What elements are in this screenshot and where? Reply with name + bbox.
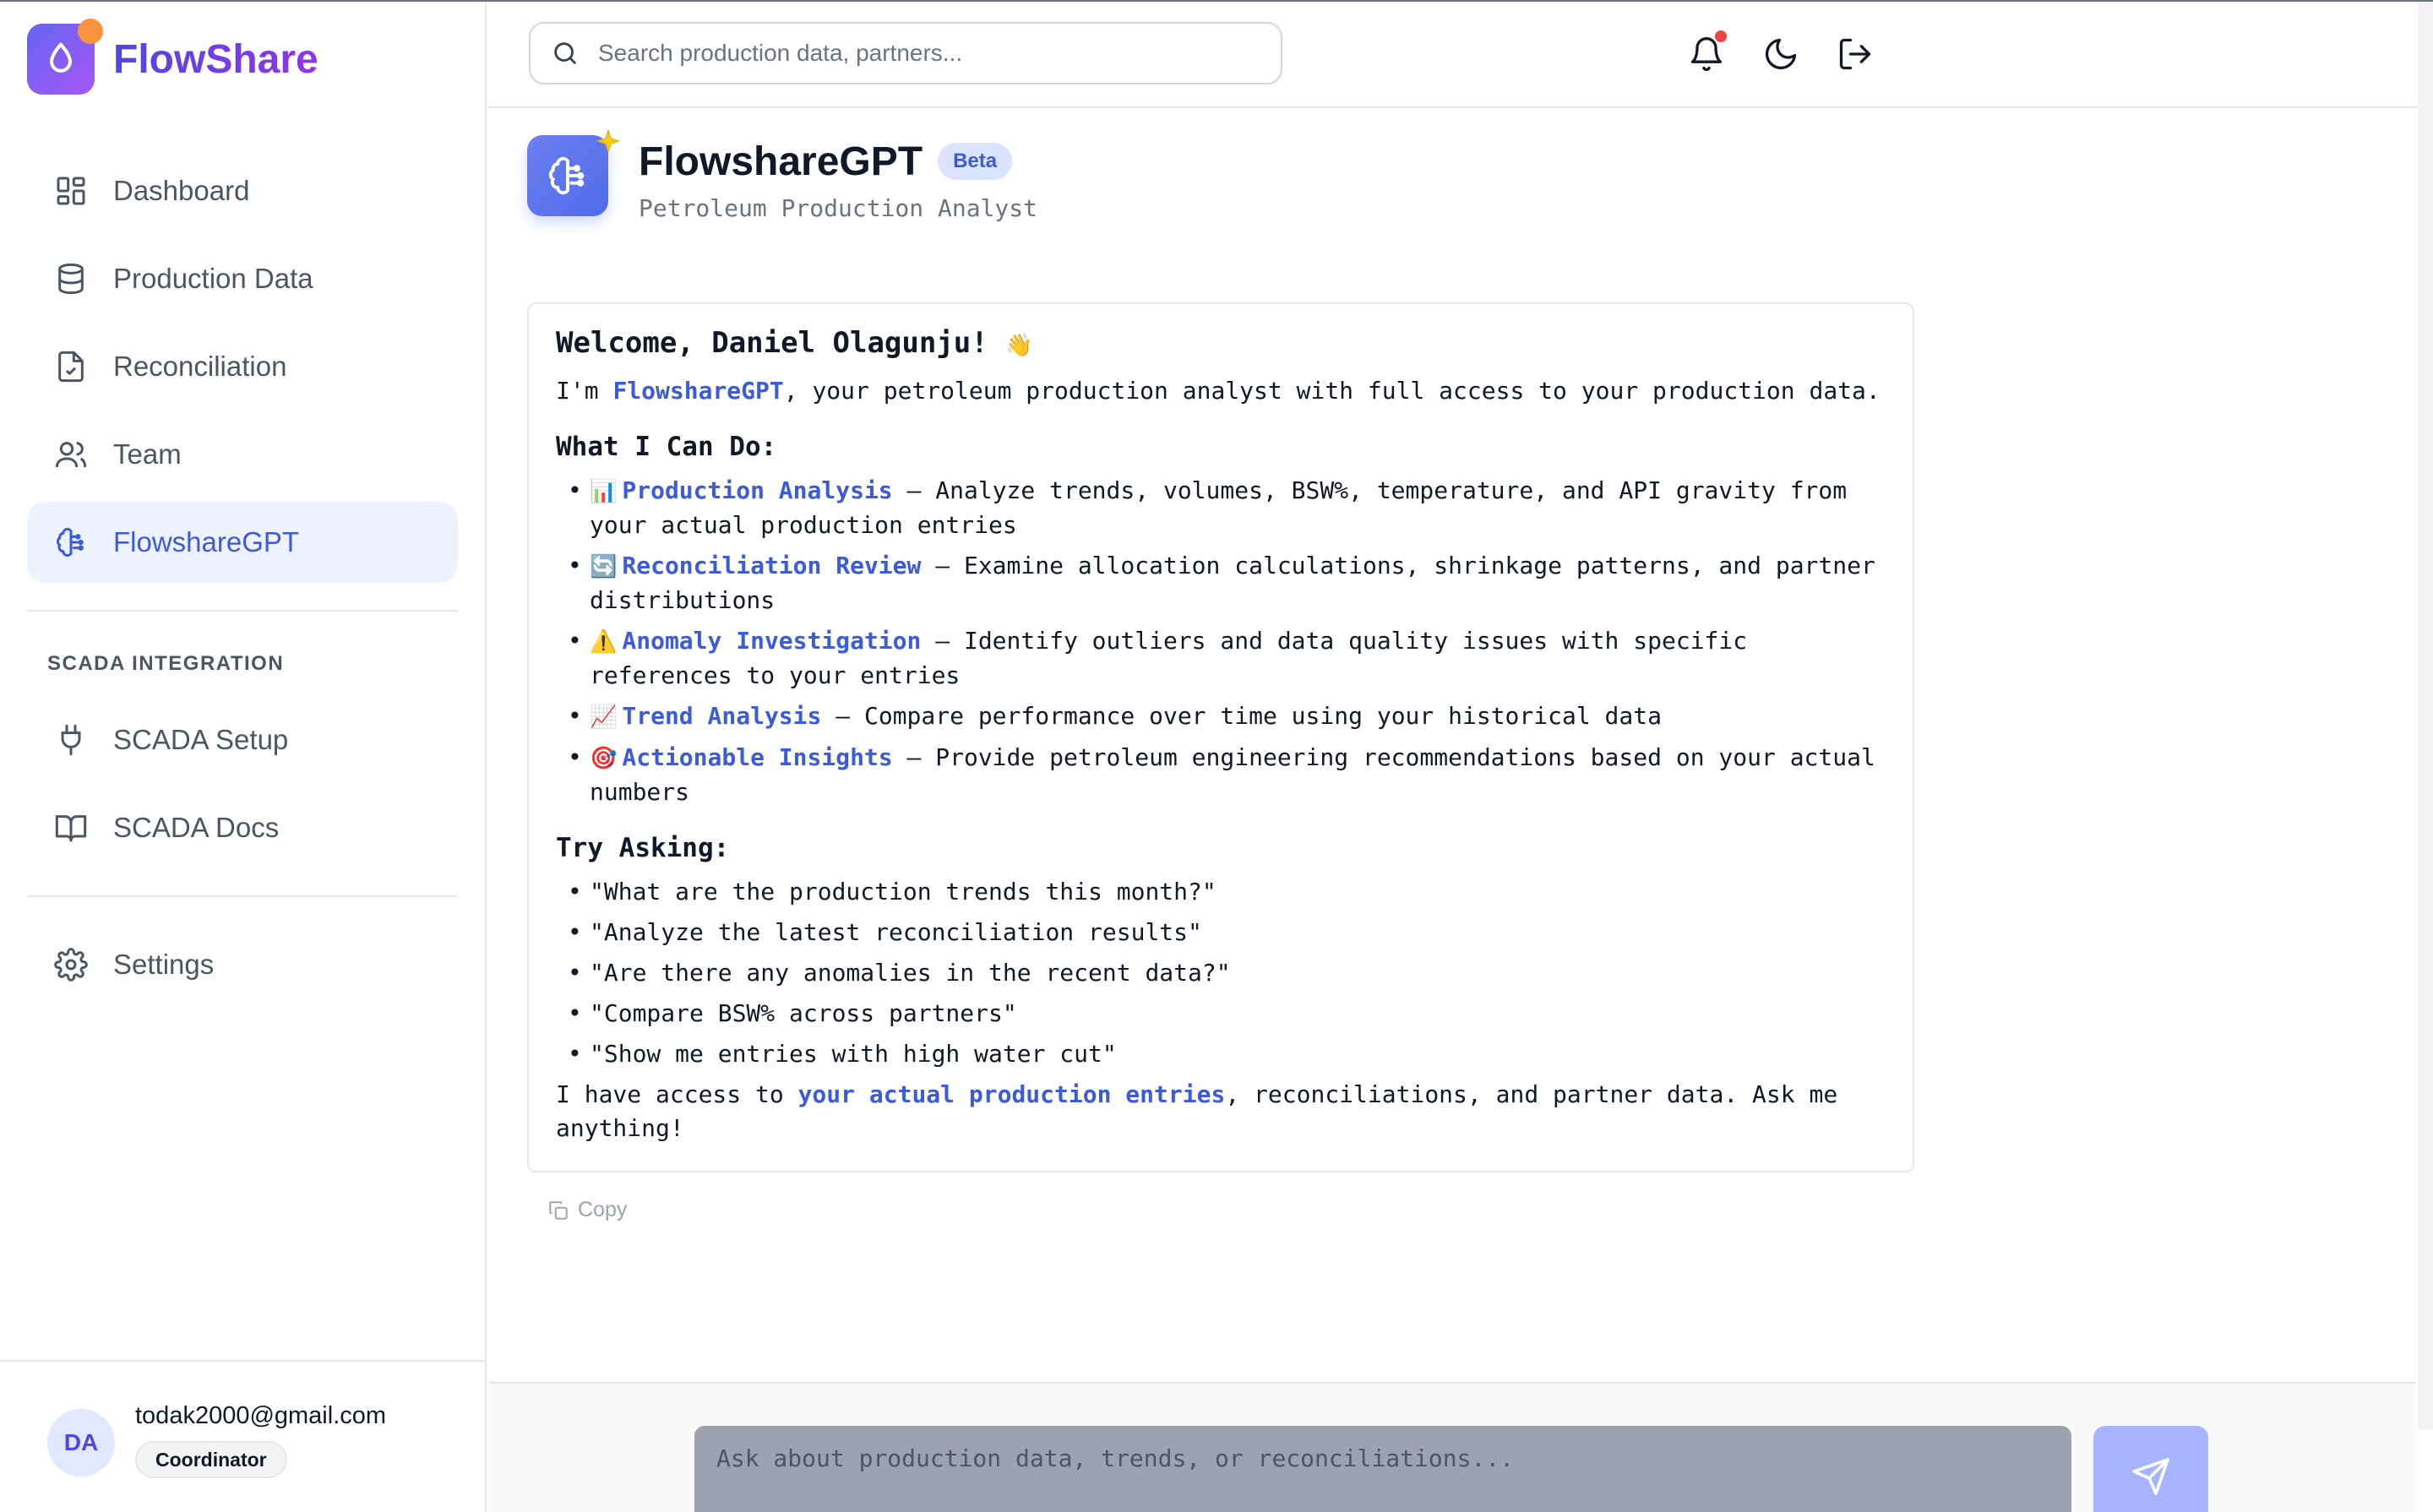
- sidebar-divider: [27, 610, 458, 612]
- list-item: • 🎯 Actionable Insights – Provide petroleum engineering recommendations based on your actual numbers: [556, 741, 1886, 809]
- section-label-scada: SCADA INTEGRATION: [47, 652, 285, 675]
- intro-link: FlowshareGPT: [612, 377, 784, 405]
- assistant-title: FlowshareGPT: [639, 139, 923, 184]
- intro-text: I'm FlowshareGPT, your petroleum production analyst with full access to your production data.: [556, 377, 1881, 405]
- list-item: • "Compare BSW% across partners": [556, 997, 1886, 1031]
- suggestions-heading: Try Asking:: [556, 833, 730, 863]
- trend-emoji-icon: 📈: [590, 704, 618, 730]
- notification-badge: [1715, 30, 1727, 42]
- outro-text: I have access to your actual production entries, reconciliations, and partner data. Ask me anything!: [556, 1080, 1838, 1142]
- send-button[interactable]: [2093, 1426, 2208, 1512]
- send-icon: [2131, 1456, 2171, 1497]
- search-icon: [551, 39, 580, 68]
- book-icon: [54, 811, 88, 845]
- chat-input[interactable]: [694, 1426, 2071, 1512]
- sidebar-item-team[interactable]: [27, 414, 458, 495]
- scada-nav: [27, 699, 458, 875]
- sidebar-item-settings[interactable]: [27, 924, 458, 1005]
- sidebar-item-label: SCADA Setup: [113, 724, 289, 755]
- list-item: • "Analyze the latest reconciliation results": [556, 916, 1886, 949]
- avatar: DA: [47, 1409, 115, 1477]
- sidebar-item-dashboard[interactable]: [27, 150, 458, 231]
- sidebar-item-label: Dashboard: [113, 175, 250, 206]
- copy-label: Copy: [578, 1198, 628, 1221]
- sidebar-item-scada-setup[interactable]: [27, 699, 458, 780]
- search-bar[interactable]: [529, 22, 1282, 84]
- sidebar-item-flowsharegpt[interactable]: [27, 502, 458, 583]
- list-item: • 🔄 Reconciliation Review – Examine allocation calculations, shrinkage patterns, and partner distributions: [556, 549, 1886, 617]
- assistant-subtitle: Petroleum Production Analyst: [639, 194, 1038, 222]
- copy-button[interactable]: [547, 1198, 627, 1222]
- beta-badge: Beta: [938, 143, 1012, 180]
- moon-icon[interactable]: [1762, 35, 1799, 73]
- users-icon: [54, 438, 88, 471]
- sidebar-item-scada-docs[interactable]: [27, 787, 458, 868]
- sidebar-divider: [27, 895, 458, 897]
- list-item: • "Are there any anomalies in the recent data?": [556, 956, 1886, 990]
- sidebar-item-label: Production Data: [113, 263, 313, 294]
- outro-link: your actual production entries: [797, 1080, 1226, 1108]
- settings-nav: [27, 924, 458, 1012]
- sidebar-item-label: Team: [113, 438, 182, 470]
- user-email: todak2000@gmail.com: [135, 1402, 387, 1429]
- search-input[interactable]: [598, 40, 1257, 67]
- copy-icon: [547, 1199, 569, 1221]
- suggestions-list: [556, 875, 1886, 1071]
- file-check-icon: [54, 350, 88, 383]
- droplet-logo-icon: [27, 24, 95, 95]
- database-icon: [54, 262, 88, 296]
- wave-emoji-icon: 👋: [1005, 333, 1033, 358]
- assistant-header: [527, 135, 1037, 222]
- sidebar-item-label: FlowshareGPT: [113, 526, 300, 557]
- list-item: • ⚠️ Anomaly Investigation – Identify outliers and data quality issues with specific references to your entries: [556, 624, 1886, 693]
- sidebar-item-production-data[interactable]: [27, 238, 458, 319]
- target-emoji-icon: 🎯: [590, 746, 618, 771]
- logout-icon[interactable]: [1837, 35, 1874, 73]
- sidebar-item-label: Reconciliation: [113, 351, 287, 382]
- chart-emoji-icon: 📊: [590, 479, 618, 504]
- sidebar-item-label: SCADA Docs: [113, 812, 280, 843]
- list-item: • "Show me entries with high water cut": [556, 1037, 1886, 1071]
- brand[interactable]: [27, 24, 318, 95]
- list-item: • "What are the production trends this month?": [556, 875, 1886, 909]
- list-item: • 📈 Trend Analysis – Compare performance over time using your historical data: [556, 699, 1886, 734]
- assistant-message: [527, 302, 1914, 1172]
- refresh-emoji-icon: 🔄: [590, 554, 618, 579]
- welcome-heading: Welcome, Daniel Olagunju! 👋: [556, 326, 1033, 360]
- plug-icon: [54, 723, 88, 757]
- capabilities-list: [556, 474, 1886, 809]
- gear-icon: [54, 948, 88, 982]
- sidebar-item-reconciliation[interactable]: [27, 326, 458, 407]
- user-profile[interactable]: [0, 1360, 485, 1512]
- sidebar-item-label: Settings: [113, 949, 215, 980]
- brand-name: FlowShare: [113, 36, 318, 82]
- main-nav: [27, 150, 458, 590]
- chat-composer: [488, 1382, 2416, 1512]
- warning-emoji-icon: ⚠️: [590, 629, 618, 655]
- user-role-badge: Coordinator: [135, 1441, 287, 1478]
- dashboard-icon: [54, 174, 88, 208]
- sparkle-icon: [593, 128, 623, 159]
- top-header: [488, 2, 2418, 108]
- scrollbar[interactable]: [2418, 2, 2433, 1429]
- brain-icon: [546, 154, 590, 198]
- logo-accent-dot: [78, 19, 103, 44]
- capabilities-heading: What I Can Do:: [556, 432, 777, 462]
- sidebar: [0, 2, 487, 1512]
- assistant-avatar: [527, 135, 608, 216]
- brain-icon: [54, 525, 88, 559]
- list-item: • 📊 Production Analysis – Analyze trends, volumes, BSW%, temperature, and API gravity from your actual production entries: [556, 474, 1886, 542]
